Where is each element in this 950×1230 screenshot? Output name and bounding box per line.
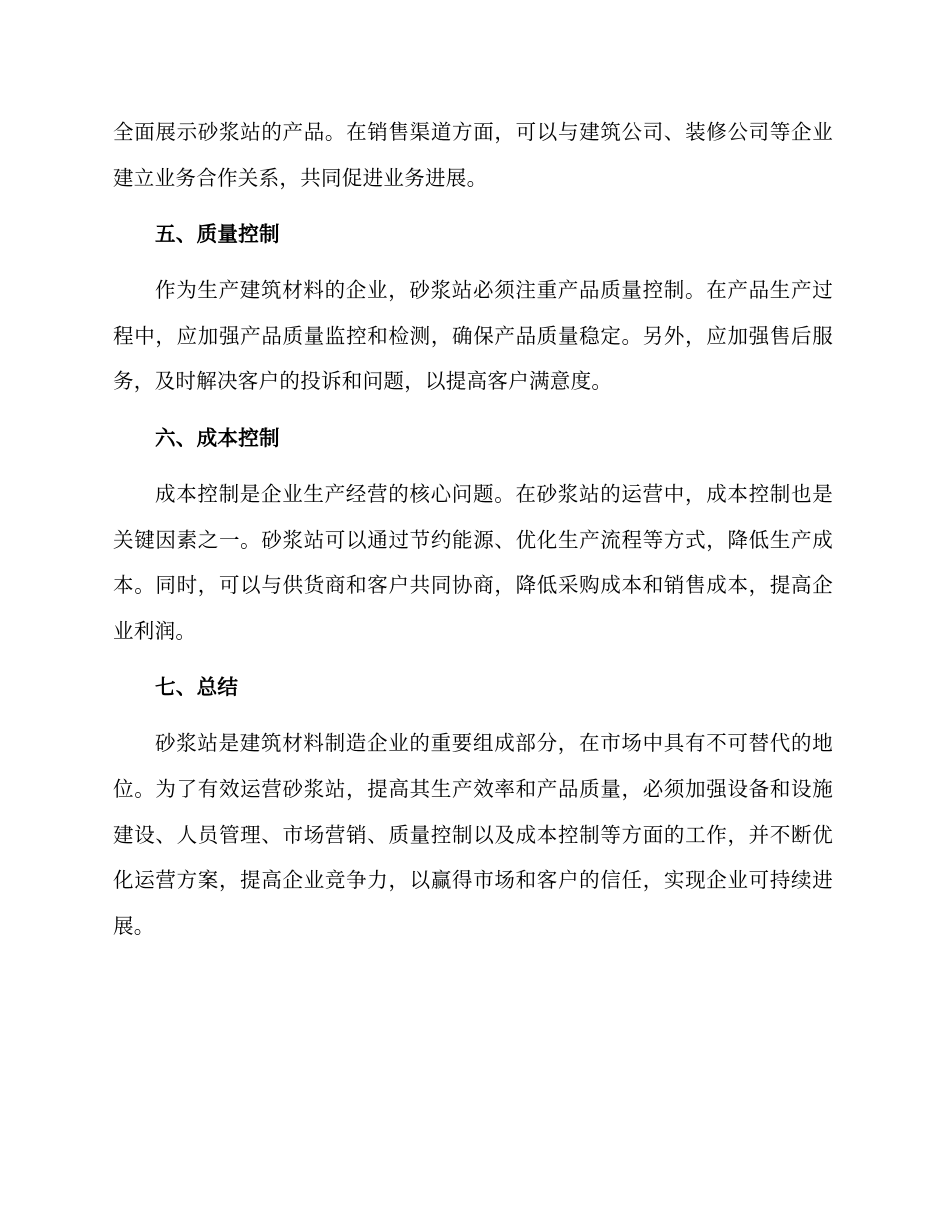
section-heading-summary: 七、总结 xyxy=(155,675,239,700)
section-paragraph-summary: 砂浆站是建筑材料制造企业的重要组成部分，在市场中具有不可替代的地位。为了有效运营砂浆站，提高其生产效率和产品质量，必须加强设备和设施建设、人员管理、市场营销、质量控制以及成本控制等方面的工作，并不断优化运营方案，提高企业竞争力，以赢得市场和客户的信任，实现企业可持续进展。 xyxy=(113,731,833,938)
intro-paragraph: 全面展示砂浆站的产品。在销售渠道方面，可以与建筑公司、装修公司等企业建立业务合作关系，共同促进业务进展。 xyxy=(113,120,833,190)
document-body xyxy=(113,110,833,949)
section-paragraph-cost-control: 成本控制是企业生产经营的核心问题。在砂浆站的运营中，成本控制也是关键因素之一。砂浆站可以通过节约能源、优化生产流程等方式，降低生产成本。同时，可以与供货商和客户共同协商，降低采购成本和销售成本，提高企业利润。 xyxy=(113,481,833,643)
section-paragraph-quality-control: 作为生产建筑材料的企业，砂浆站必须注重产品质量控制。在产品生产过程中，应加强产品质量监控和检测，确保产品质量稳定。另外，应加强售后服务，及时解决客户的投诉和问题，以提高客户满意度。 xyxy=(113,278,833,394)
section-heading-quality-control: 五、质量控制 xyxy=(155,222,280,247)
section-heading-cost-control: 六、成本控制 xyxy=(155,425,280,450)
